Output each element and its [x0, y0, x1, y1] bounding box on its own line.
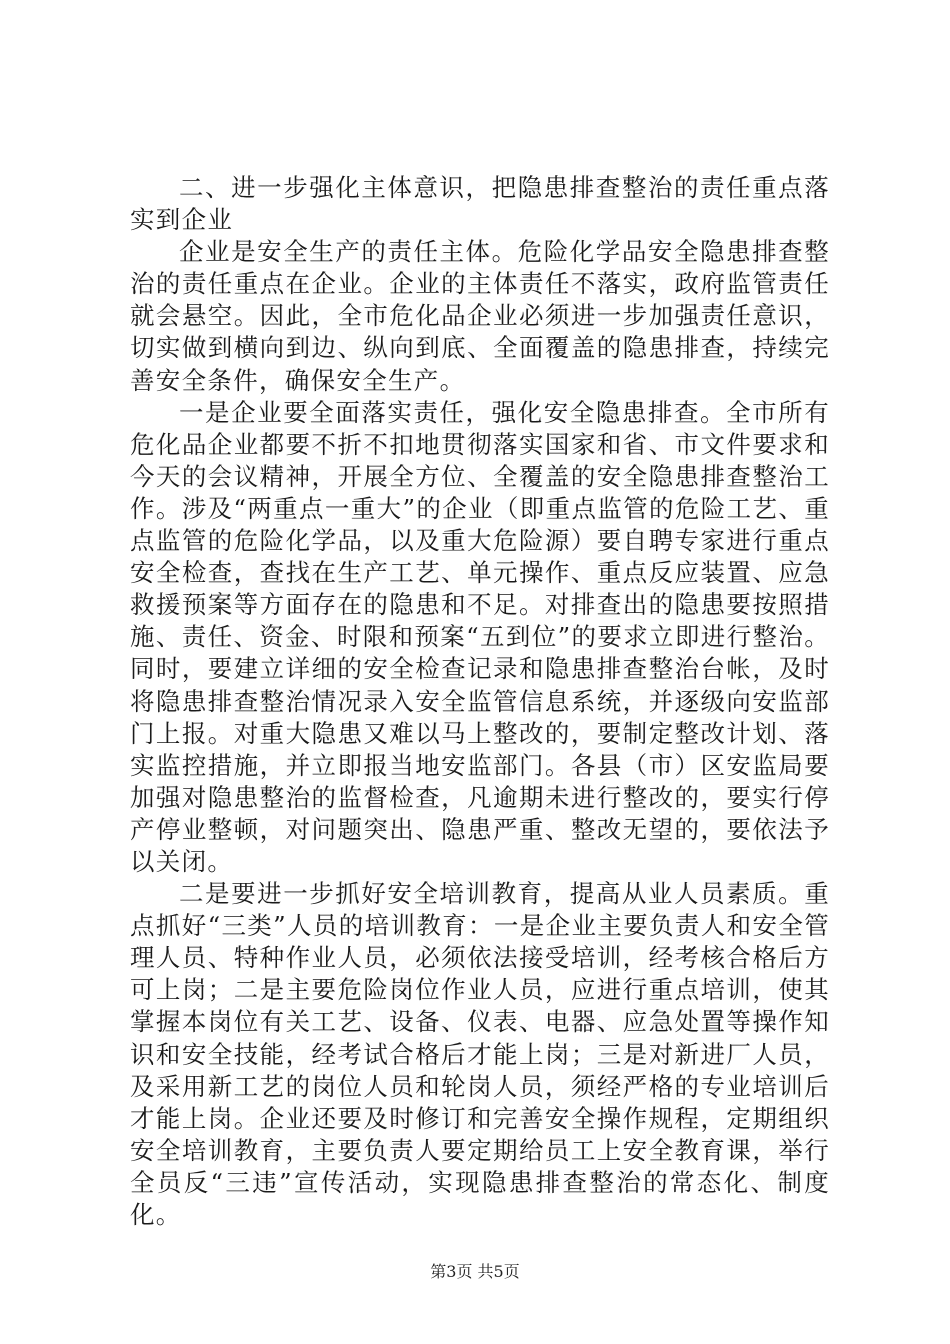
document-body: [130, 172, 830, 1231]
body-paragraph: 二是要进一步抓好安全培训教育，提高从业人员素质。重点抓好“三类”人员的培训教育：一是企业主要负责人和安全管理人员、特种作业人员，必须依法接受培训，经考核合格后方可上岗；二是主要危险岗位作业人员，应进行重点培训，使其掌握本岗位有关工艺、设备、仪表、电器、应急处置等操作知识和安全技能，经考试合格后才能上岗；三是对新进厂人员，及采用新工艺的岗位人员和轮岗人员，须经严格的专业培训后才能上岗。企业还要及时修订和完善安全操作规程，定期组织安全培训教育，主要负责人要定期给员工上安全教育课，举行全员反“三违”宣传活动，实现隐患排查整治的常态化、制度化。: [130, 879, 830, 1229]
page-number-footer: 第3页 共5页: [430, 1262, 520, 1281]
body-paragraph: 一是企业要全面落实责任，强化安全隐患排查。全市所有危化品企业都要不折不扣地贯彻落实国家和省、市文件要求和今天的会议精神，开展全方位、全覆盖的安全隐患排查整治工作。涉及“两重点一重大”的企业（即重点监管的危险工艺、重点监管的危险化学品，以及重大危险源）要自聘专家进行重点安全检查，查找在生产工艺、单元操作、重点反应装置、应急救援预案等方面存在的隐患和不足。对排查出的隐患要按照措施、责任、资金、时限和预案“五到位”的要求立即进行整治。同时，要建立详细的安全检查记录和隐患排查整治台帐，及时将隐患排查整治情况录入安全监管信息系统，并逐级向安监部门上报。对重大隐患又难以马上整改的，要制定整改计划、落实监控措施，并立即报当地安监部门。各县（市）区安监局要加强对隐患整治的监督检查，凡逾期未进行整改的，要实行停产停业整顿，对问题突出、隐患严重、整改无望的，要依法予以关闭。: [130, 397, 830, 876]
body-paragraph: 企业是安全生产的责任主体。危险化学品安全隐患排查整治的责任重点在企业。企业的主体责任不落实，政府监管责任就会悬空。因此，全市危化品企业必须进一步加强责任意识，切实做到横向到边、纵向到底、全面覆盖的隐患排查，持续完善安全条件，确保安全生产。: [130, 237, 830, 395]
section-heading: 二、进一步强化主体意识，把隐患排查整治的责任重点落实到企业: [130, 173, 830, 235]
